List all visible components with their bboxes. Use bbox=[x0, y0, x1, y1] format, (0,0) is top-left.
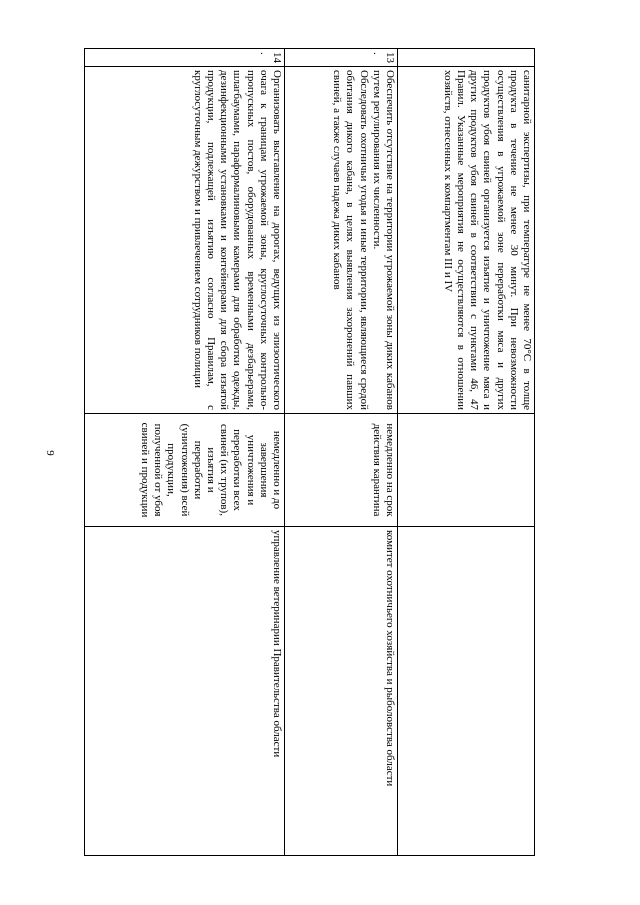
measure-paragraph: Обследовать охотничьи угодья и иные территории, являющиеся средой обитания дикого кабана, в целях выявления захоронений павших свиней, а также случаев падежа диких кабанов bbox=[331, 70, 370, 410]
measure-paragraph: Организовать выставление на дорогах, ведущих из эпизоотического очага к границам угрожаемой зоны, круглосуточных контрольно-пропускных постов, оборудованных временными дезбарьерами, шлагбаумами, параформалиновыми камерами для обработки одежды, дезинфекционными установками и контейнерами для сбора изъятой продукции, подлежащей изъятию согласно Правилам, с круглосуточным дежурством и привлечением сотрудников полиции bbox=[191, 70, 283, 410]
responsible-cell: комитет охотничьего хозяйства и рыболовства области bbox=[285, 527, 398, 856]
row-number bbox=[398, 49, 535, 67]
deadline-cell: немедленно и до завершения уничтожения и переработки всех свиней (их трупов), изъятия и переработки (уничтожения) всей продукции, полученной от убоя свиней и продукции bbox=[85, 414, 285, 527]
table-row bbox=[285, 49, 398, 856]
row-number: 13. bbox=[285, 49, 398, 67]
measure-text bbox=[285, 67, 398, 414]
responsible-cell: управление ветеринарии Правительства области bbox=[85, 527, 285, 856]
responsible-cell bbox=[398, 527, 535, 856]
table-row bbox=[85, 49, 285, 856]
measures-table bbox=[84, 48, 535, 856]
table-row bbox=[398, 49, 535, 856]
deadline-cell: немедленно на срок действия карантина bbox=[285, 414, 398, 527]
deadline-cell bbox=[398, 414, 535, 527]
page-number: 9 bbox=[44, 450, 56, 456]
measure-paragraph: Обеспечить отсутствие на территории угрожаемой зоны диких кабанов путем регулирования их численности. bbox=[370, 70, 396, 410]
measure-text bbox=[398, 67, 535, 414]
measure-text bbox=[85, 67, 285, 414]
measure-paragraph: санитарной экспертизы, при температуре не менее 70°С в толще продукта в течение не менее 30 минут. При невозможности осуществления в угрожаемой зоне переработки мяса и других продуктов убоя свиней организуется изъятие и уничтожение мяса и других продуктов убоя свиней в соответствии с пунктами 46, 47 Правил. Указанные мероприятия не осуществляются в отношении хозяйств, отнесенных к компартментам III и IV bbox=[441, 70, 533, 410]
row-number: 14. bbox=[85, 49, 285, 67]
